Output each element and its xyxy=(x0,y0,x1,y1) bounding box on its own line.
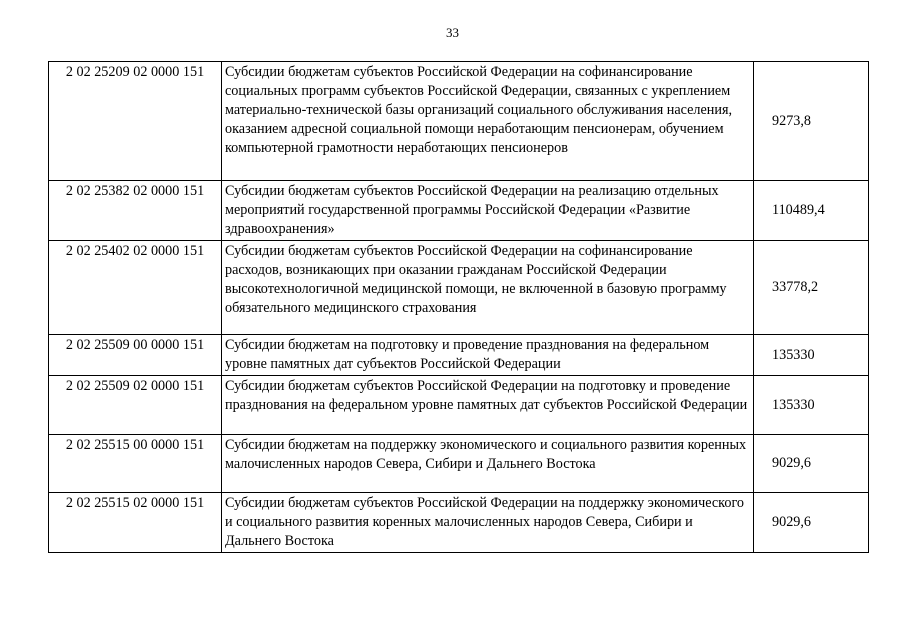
table-row xyxy=(49,335,869,376)
budget-code-cell: 2 02 25382 02 0000 151 xyxy=(49,181,222,241)
amount-cell: 110489,4 xyxy=(754,181,869,241)
budget-revenue-table xyxy=(48,61,869,553)
table-row xyxy=(49,181,869,241)
table-row xyxy=(49,435,869,493)
amount-cell: 9029,6 xyxy=(754,493,869,553)
budget-code-cell: 2 02 25402 02 0000 151 xyxy=(49,241,222,335)
budget-code-cell: 2 02 25509 02 0000 151 xyxy=(49,376,222,435)
budget-code-cell: 2 02 25515 00 0000 151 xyxy=(49,435,222,493)
table-row xyxy=(49,62,869,181)
description-cell: Субсидии бюджетам на поддержку экономического и социального развития коренных малочисленных народов Севера, Сибири и Дальнего Востока xyxy=(222,435,754,493)
budget-code-cell: 2 02 25509 00 0000 151 xyxy=(49,335,222,376)
amount-cell: 9029,6 xyxy=(754,435,869,493)
description-cell: Субсидии бюджетам субъектов Российской Федерации на реализацию отдельных мероприятий государственной программы Российской Федерации «Развитие здравоохранения» xyxy=(222,181,754,241)
table-row xyxy=(49,376,869,435)
page-number: 33 xyxy=(446,25,459,40)
description-cell: Субсидии бюджетам субъектов Российской Федерации на софинансирование расходов, возникающих при оказании гражданам Российской Федерации высокотехнологичной медицинской помощи, не включенной в базовую программу обязательного медицинского страхования xyxy=(222,241,754,335)
description-cell: Субсидии бюджетам субъектов Российской Федерации на софинансирование социальных программ субъектов Российской Федерации, связанных с укреплением материально-технической базы организаций социального обслуживания населения, оказанием адресной социальной помощи неработающим пенсионерам, обучением компьютерной грамотности неработающих пенсионеров xyxy=(222,62,754,181)
description-cell: Субсидии бюджетам субъектов Российской Федерации на подготовку и проведение празднования на федеральном уровне памятных дат субъектов Российской Федерации xyxy=(222,376,754,435)
table-row xyxy=(49,493,869,553)
amount-cell: 135330 xyxy=(754,335,869,376)
description-cell: Субсидии бюджетам на подготовку и проведение празднования на федеральном уровне памятных дат субъектов Российской Федерации xyxy=(222,335,754,376)
amount-cell: 135330 xyxy=(754,376,869,435)
amount-cell: 33778,2 xyxy=(754,241,869,335)
budget-code-cell: 2 02 25515 02 0000 151 xyxy=(49,493,222,553)
table-row xyxy=(49,241,869,335)
description-cell: Субсидии бюджетам субъектов Российской Федерации на поддержку экономического и социального развития коренных малочисленных народов Севера, Сибири и Дальнего Востока xyxy=(222,493,754,553)
budget-code-cell: 2 02 25209 02 0000 151 xyxy=(49,62,222,181)
amount-cell: 9273,8 xyxy=(754,62,869,181)
